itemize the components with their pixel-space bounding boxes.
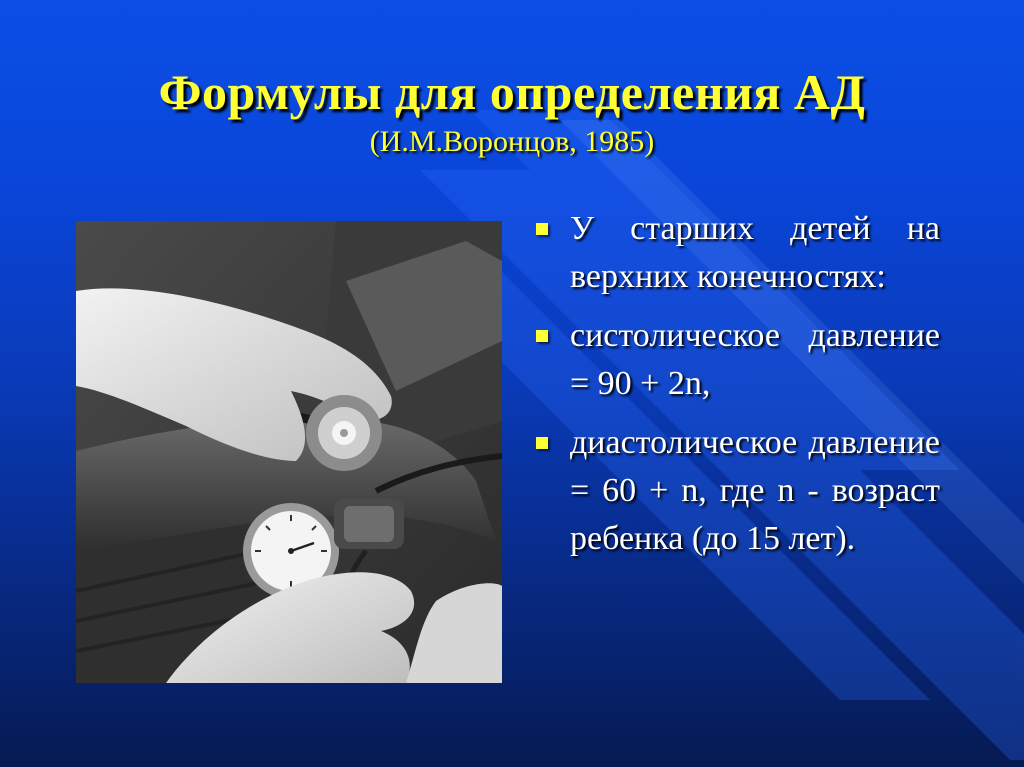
bullet-square-icon <box>536 330 548 342</box>
bullet-list <box>532 205 940 574</box>
slide-title: Формулы для определения АД <box>158 64 866 120</box>
slide-subtitle: (И.М.Воронцов, 1985) <box>369 125 655 158</box>
title-block <box>0 62 1024 160</box>
bullet-text: систолическое давление = 90 + 2n, <box>570 317 940 402</box>
bullet-text: У старших детей на верхних конечностях: <box>570 210 940 295</box>
blood-pressure-measurement-photo <box>76 221 502 683</box>
bullet-item <box>532 205 940 301</box>
bullet-item <box>532 312 940 408</box>
bullet-text: диастолическое давление = 60 + n, где n - возраст ребенка (до 15 лет). <box>570 424 940 557</box>
bullet-item <box>532 419 940 563</box>
bullet-square-icon <box>536 223 548 235</box>
bullet-square-icon <box>536 437 548 449</box>
